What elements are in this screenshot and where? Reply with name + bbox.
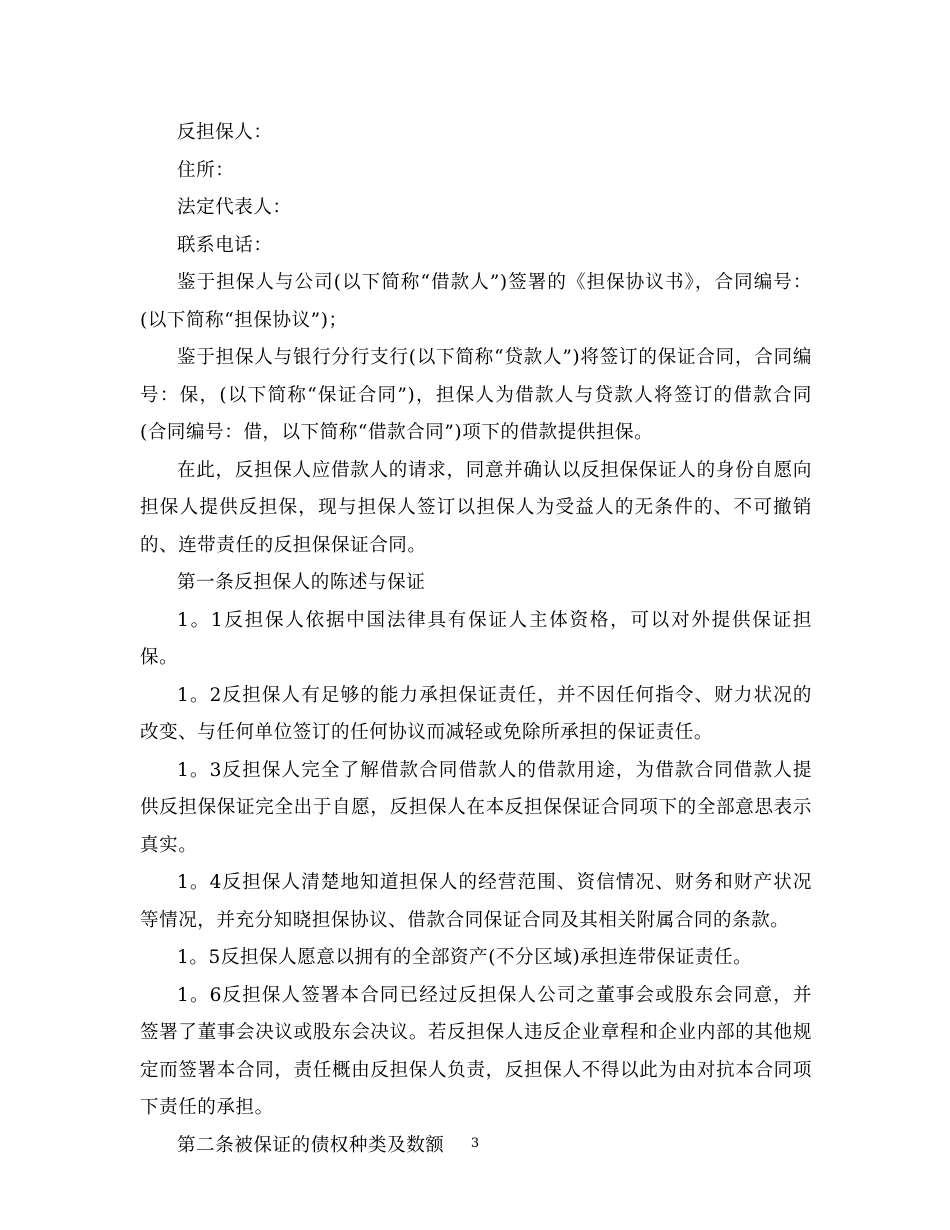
- field-counter-guarantor: 反担保人：: [177, 122, 273, 143]
- clause-1-6: 1。6反担保人签署本合同已经过反担保人公司之董事会或股东会同意，并签署了董事会决议或股东会决议。若反担保人违反企业章程和企业内部的其他规定而签署本合同，责任概由反担保人负责，反担保人不得以此为由对抗本合同项下责任的承担。: [140, 984, 812, 1118]
- page-number: 3: [470, 1136, 480, 1151]
- field-legal-representative: 法定代表人：: [177, 197, 292, 218]
- field-address: 住所：: [177, 159, 235, 181]
- article-1-heading: 第一条反担保人的陈述与保证: [177, 572, 426, 593]
- article-2-heading: 第二条被保证的债权种类及数额: [177, 1134, 445, 1156]
- clause-1-4: 1。4反担保人清楚地知道担保人的经营范围、资信情况、财务和财产状况等情况，并充分知晓担保协议、借款合同保证合同及其相关附属合同的条款。: [140, 872, 812, 931]
- field-contact-phone: 联系电话：: [177, 234, 273, 256]
- clause-1-1: 1。1反担保人依据中国法律具有保证人主体资格，可以对外提供保证担保。: [140, 609, 812, 668]
- document-body: [140, 114, 812, 1164]
- clause-1-5: 1。5反担保人愿意以拥有的全部资产(不分区域)承担连带保证责任。: [177, 947, 753, 968]
- clause-1-2: 1。2反担保人有足够的能力承担保证责任，并不因任何指令、财力状况的改变、与任何单位签订的任何协议而减轻或免除所承担的保证责任。: [140, 684, 812, 743]
- clause-1-3: 1。3反担保人完全了解借款合同借款人的借款用途，为借款合同借款人提供反担保保证完全出于自愿，反担保人在本反担保保证合同项下的全部意思表示真实。: [140, 759, 812, 856]
- recital-guarantee-contract: 鉴于担保人与银行分行支行(以下简称“贷款人”)将签订的保证合同，合同编号：保，(以下简称“保证合同”)，担保人为借款人与贷款人将签订的借款合同(合同编号：借，以下简称“借款合同”)项下的借款提供担保。: [140, 347, 812, 443]
- recital-counter-guarantee: 在此，反担保人应借款人的请求，同意并确认以反担保保证人的身份自愿向担保人提供反担保，现与担保人签订以担保人为受益人的无条件的、不可撤销的、连带责任的反担保保证合同。: [140, 459, 812, 556]
- recital-guarantee-agreement: 鉴于担保人与公司(以下简称“借款人”)签署的《担保协议书》，合同编号：(以下简称“担保协议”)；: [140, 272, 812, 331]
